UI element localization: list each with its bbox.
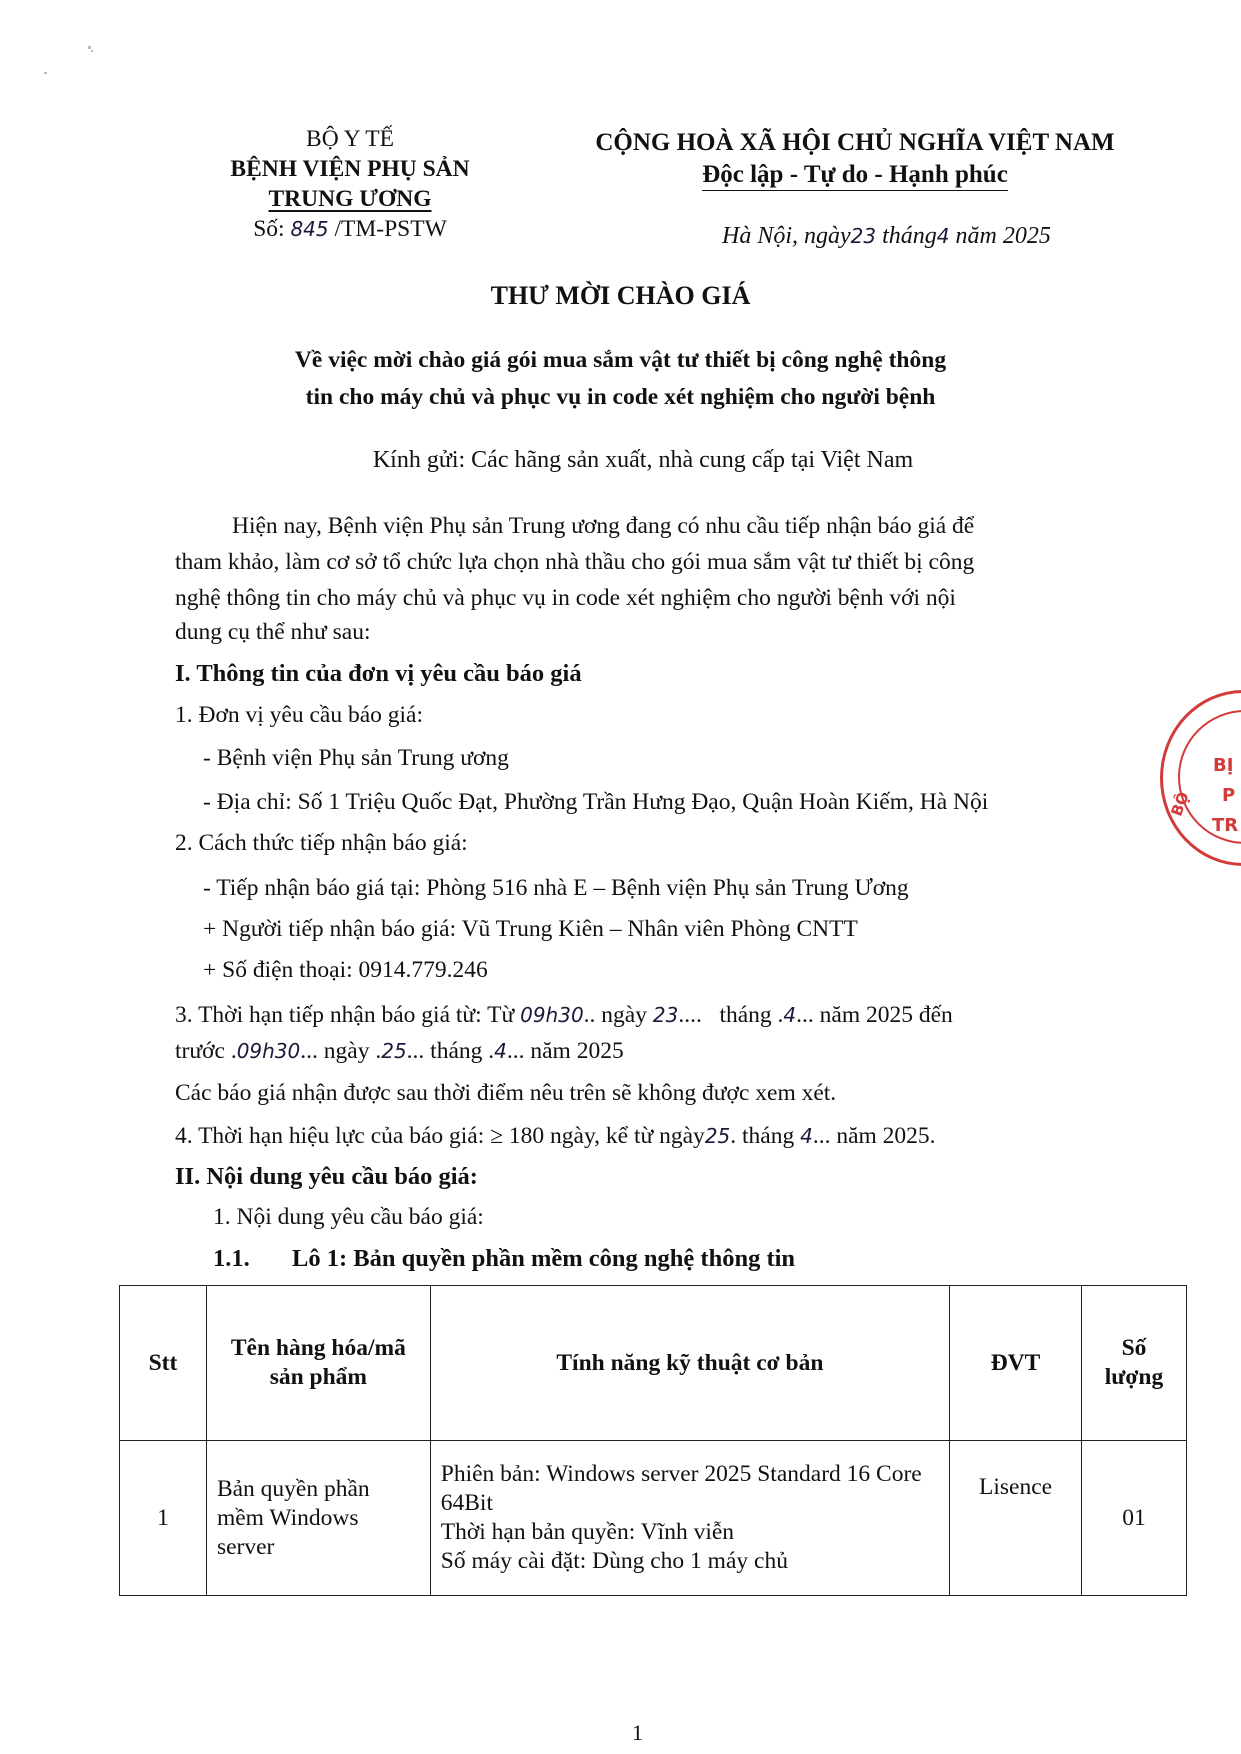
section-2-item-1: 1. Nội dung yêu cầu báo giá: <box>213 1204 484 1230</box>
scan-speck <box>88 46 91 49</box>
hospital-name-line1: BỆNH VIỆN PHỤ SẢN <box>230 156 470 182</box>
hw-day-from: 23 <box>652 1003 679 1027</box>
hw-validity-day: 25 <box>704 1124 731 1148</box>
scan-speck <box>44 72 47 74</box>
intro-line-2: tham khảo, làm cơ sở tổ chức lựa chọn nhà thầu cho gói mua sắm vật tư thiết bị công <box>175 549 975 575</box>
country-name: CỘNG HOÀ XÃ HỘI CHỦ NGHĨA VIỆT NAM <box>595 129 1115 156</box>
stamp-text-2: P <box>1222 785 1236 806</box>
scan-speck <box>91 50 93 52</box>
issue-date: Hà Nội, ngày23 tháng4 năm 2025 <box>722 223 1051 249</box>
lot-title: Lô 1: Bản quyền phần mềm công nghệ thông tin <box>292 1245 796 1272</box>
motto: Độc lập - Tự do - Hạnh phúc <box>545 159 1165 191</box>
section-1-heading: I. Thông tin của đơn vị yêu cầu báo giá <box>175 660 582 687</box>
hospital-name-line2: TRUNG ƯƠNG <box>268 186 432 212</box>
section-1-item-3-note: Các báo giá nhận được sau thời điểm nêu trên sẽ không được xem xét. <box>175 1080 837 1106</box>
col-header-unit: ĐVT <box>950 1286 1082 1441</box>
col-header-stt: Stt <box>120 1286 207 1441</box>
recipient: Kính gửi: Các hãng sản xuất, nhà cung cấp tại Việt Nam <box>372 447 914 473</box>
hw-time-from: 09h30 <box>520 1003 584 1027</box>
table-row <box>120 1441 1187 1596</box>
spec-line: Thời hạn bản quyền: Vĩnh viễn <box>440 1519 735 1545</box>
section-1-item-2c: + Số điện thoại: 0914.779.246 <box>203 957 488 983</box>
date-day-handwritten: 23 <box>850 224 877 248</box>
lot-1-heading <box>213 1244 795 1274</box>
col-header-specs: Tính năng kỹ thuật cơ bản <box>430 1286 949 1441</box>
section-1-item-3-line-2: trước .09h30... ngày .25... tháng .4... năm 2025 <box>175 1038 624 1064</box>
ministry-name: BỘ Y TẾ <box>306 126 394 152</box>
section-1-item-3-line-1: 3. Thời hạn tiếp nhận báo giá từ: Từ 09h30.. ngày 23.... tháng .4... năm 2025 đến <box>175 1002 953 1028</box>
goods-table <box>119 1285 1187 1596</box>
hw-month-from: 4 <box>783 1003 797 1027</box>
table-header-row <box>120 1286 1187 1441</box>
col-header-name: Tên hàng hóa/mã sản phẩm <box>206 1286 430 1441</box>
subject-line-2: tin cho máy chủ và phục vụ in code xét nghiệm cho người bệnh <box>305 384 936 410</box>
issuer-block <box>190 124 510 244</box>
lot-number: 1.1. <box>213 1245 250 1272</box>
cell-qty: 01 <box>1082 1441 1187 1596</box>
national-header <box>545 127 1165 191</box>
intro-line-4: dung cụ thể như sau: <box>175 619 371 645</box>
date-month-handwritten: 4 <box>936 224 950 248</box>
hw-month-to: 4 <box>494 1039 507 1063</box>
section-1-item-2b: + Người tiếp nhận báo giá: Vũ Trung Kiên – Nhân viên Phòng CNTT <box>203 916 858 942</box>
spec-line: Phiên bản: Windows server 2025 Standard 16 Core 64Bit <box>440 1461 922 1516</box>
stamp-text-side: BỘ <box>1167 789 1193 819</box>
cell-stt: 1 <box>120 1441 207 1596</box>
hw-validity-month: 4 <box>800 1124 813 1148</box>
stamp-text-3: TR <box>1212 815 1239 836</box>
section-2-heading: II. Nội dung yêu cầu báo giá: <box>175 1163 478 1190</box>
stamp-text-1: BỊ <box>1213 755 1234 776</box>
document-title: THƯ MỜI CHÀO GIÁ <box>490 281 751 310</box>
cell-name: Bản quyền phần mềm Windows server <box>206 1441 430 1596</box>
col-header-qty: Số lượng <box>1082 1286 1187 1441</box>
cell-unit: Lisence <box>950 1441 1082 1596</box>
section-1-item-1b: - Địa chỉ: Số 1 Triệu Quốc Đạt, Phường Trần Hưng Đạo, Quận Hoàn Kiếm, Hà Nội <box>203 789 989 815</box>
section-1-item-4: 4. Thời hạn hiệu lực của báo giá: ≥ 180 ngày, kể từ ngày25. tháng 4... năm 2025. <box>175 1123 936 1149</box>
section-1-item-2a: - Tiếp nhận báo giá tại: Phòng 516 nhà E – Bệnh viện Phụ sản Trung Ương <box>203 875 909 901</box>
spec-line: Số máy cài đặt: Dùng cho 1 máy chủ <box>440 1548 788 1574</box>
subject-line-1: Về việc mời chào giá gói mua sắm vật tư thiết bị công nghệ thông <box>294 347 947 373</box>
document-number: Số: 845 /TM-PSTW <box>253 216 447 242</box>
hw-time-to: 09h30 <box>236 1039 301 1063</box>
cell-specs <box>430 1441 949 1596</box>
page-number: 1 <box>632 1720 643 1745</box>
intro-line-1: Hiện nay, Bệnh viện Phụ sản Trung ương đang có nhu cầu tiếp nhận báo giá để <box>232 513 975 539</box>
hw-day-to: 25 <box>381 1039 407 1063</box>
intro-line-3: nghệ thông tin cho máy chủ và phục vụ in code xét nghiệm cho người bệnh với nội <box>175 585 956 611</box>
section-1-item-1: 1. Đơn vị yêu cầu báo giá: <box>175 702 424 728</box>
doc-number-handwritten: 845 <box>290 217 329 241</box>
section-1-item-1a: - Bệnh viện Phụ sản Trung ương <box>203 745 509 771</box>
section-1-item-2: 2. Cách thức tiếp nhận báo giá: <box>175 830 468 856</box>
